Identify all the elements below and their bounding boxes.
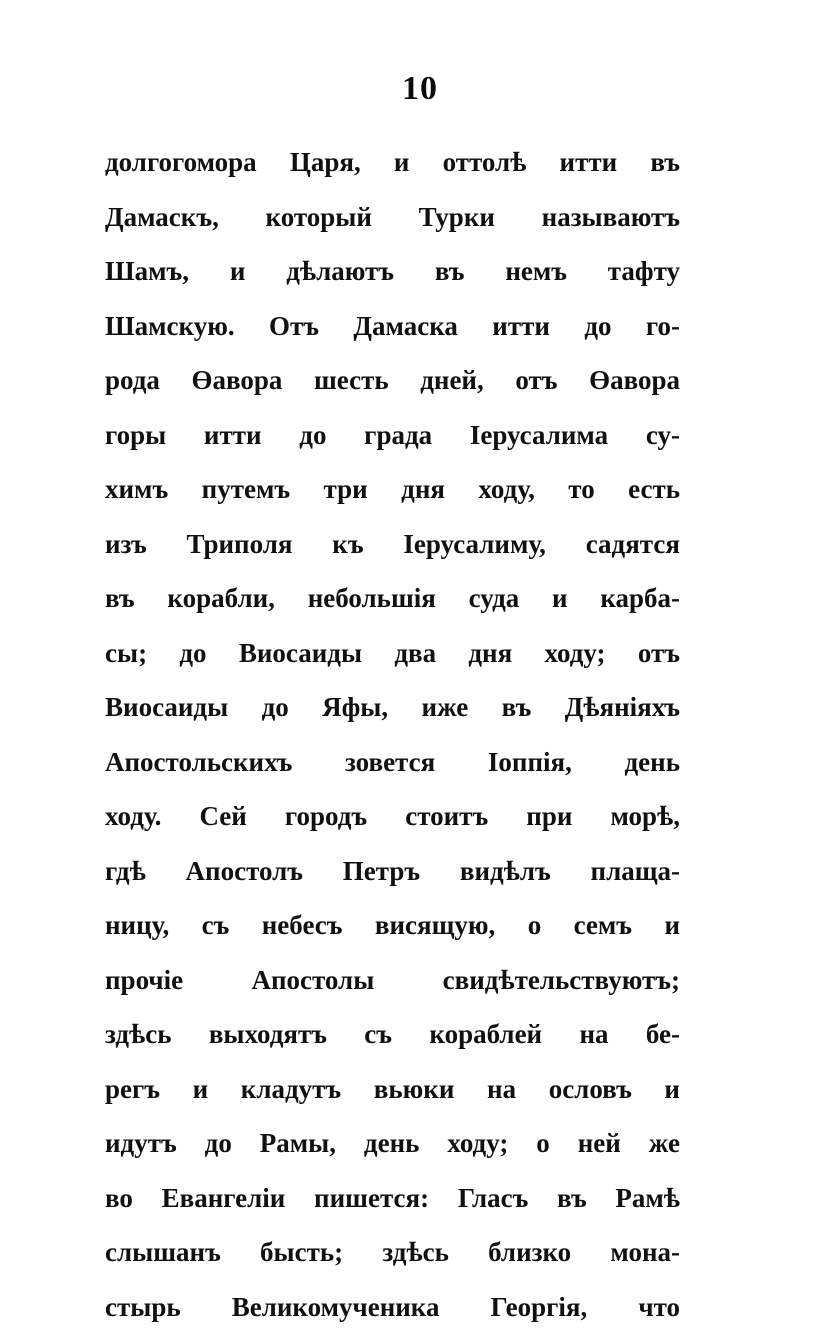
- text-line: здѣсь выходятъ съ кораблей на бе-: [105, 1007, 680, 1062]
- text-line: ницу, съ небесъ висящую, о семъ и: [105, 898, 680, 953]
- text-line: Дамаскъ, который Турки называютъ: [105, 190, 680, 245]
- text-line: рода Өавора шесть дней, отъ Өавора: [105, 353, 680, 408]
- text-line: сы; до Виосаиды два дня ходу; отъ: [105, 626, 680, 681]
- text-line: химъ путемъ три дня ходу, то есть: [105, 462, 680, 517]
- text-line: идутъ до Рамы, день ходу; о ней же: [105, 1116, 680, 1171]
- text-line: изъ Триполя къ Іерусалиму, садятся: [105, 517, 680, 572]
- text-line: долгогомора Царя, и оттолѣ итти въ: [105, 135, 680, 190]
- text-line: въ корабли, небольшія суда и карба-: [105, 571, 680, 626]
- text-line: прочіе Апостолы свидѣтельствуютъ;: [105, 953, 680, 1008]
- text-line: ходу. Сей городъ стоитъ при морѣ,: [105, 789, 680, 844]
- text-line: горы итти до града Іерусалима су-: [105, 408, 680, 463]
- text-line: Шамъ, и дѣлаютъ въ немъ тафту: [105, 244, 680, 299]
- text-line: регъ и кладутъ вьюки на ословъ и: [105, 1062, 680, 1117]
- text-line: во Евангеліи пишется: Гласъ въ Рамѣ: [105, 1171, 680, 1226]
- text-line: гдѣ Апостолъ Петръ видѣлъ плаща-: [105, 844, 680, 899]
- text-line: Виосаиды до Яфы, иже въ Дѣяніяхъ: [105, 680, 680, 735]
- text-line: стырь Великомученика Георгія, что: [105, 1280, 680, 1334]
- body-text: [105, 135, 680, 1334]
- text-line: слышанъ бысть; здѣсь близко мона-: [105, 1225, 680, 1280]
- text-line: Шамскую. Отъ Дамаска итти до го-: [105, 299, 680, 354]
- page-number: 10: [0, 70, 840, 108]
- text-line: Апостольскихъ зовется Іоппія, день: [105, 735, 680, 790]
